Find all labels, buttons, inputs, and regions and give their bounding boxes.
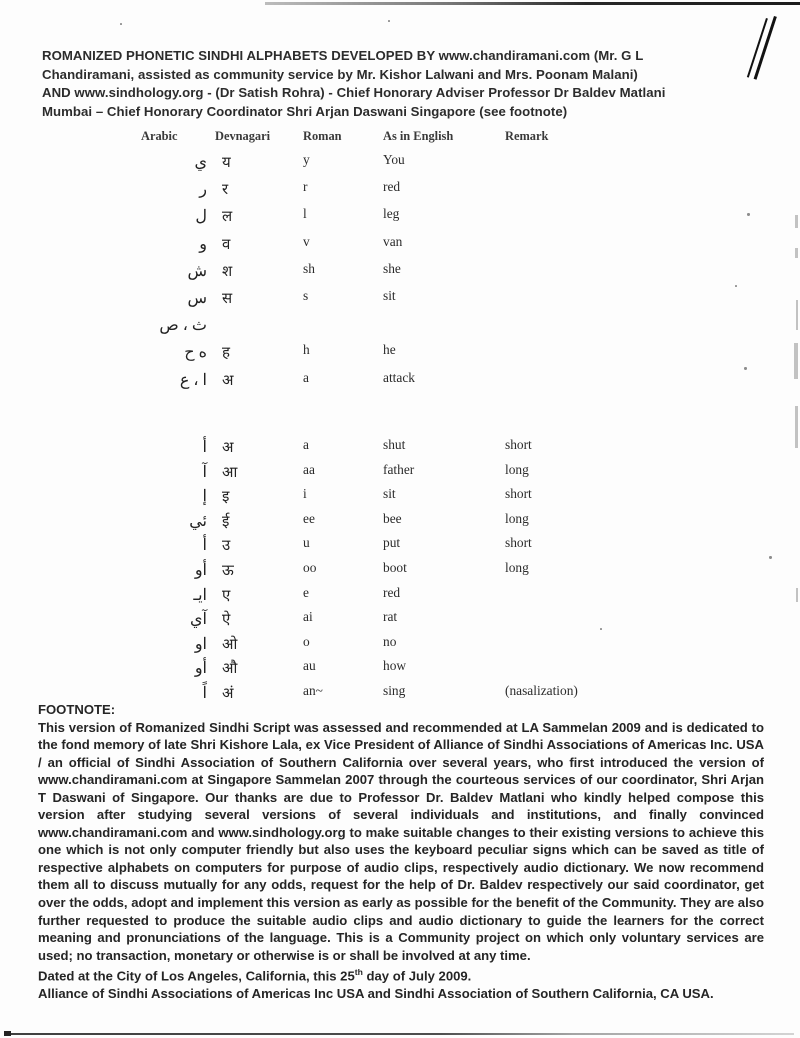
cell-devnagari: अ — [222, 372, 234, 389]
table-row — [0, 342, 800, 369]
cell-arabic: ايـ — [193, 586, 207, 604]
cell-roman: ai — [303, 609, 313, 625]
cell-arabic: ل — [195, 208, 207, 226]
cell-devnagari: अ — [222, 440, 234, 456]
dated-suffix: day of July 2009. — [362, 968, 472, 984]
cell-as-in-english: put — [383, 535, 401, 551]
cell-devnagari: व — [222, 236, 231, 253]
cell-arabic: ث ، ص — [159, 317, 207, 335]
cell-devnagari: ए — [222, 587, 231, 604]
cell-devnagari: आ — [222, 464, 238, 481]
table-row — [0, 486, 800, 513]
cell-roman: a — [303, 437, 309, 452]
cell-arabic: أ — [202, 537, 207, 555]
cell-as-in-english: red — [383, 584, 401, 600]
cell-devnagari: ओ — [222, 636, 238, 653]
cell-devnagari: उ — [222, 538, 231, 555]
cell-devnagari: ह — [222, 345, 230, 362]
cell-roman: u — [303, 535, 310, 551]
table-row — [0, 560, 800, 587]
table-row — [0, 179, 800, 206]
cell-as-in-english: attack — [383, 369, 415, 385]
cell-roman: i — [303, 486, 307, 502]
cell-as-in-english: red — [383, 179, 401, 195]
table-row — [0, 234, 800, 261]
cell-as-in-english: rat — [383, 609, 398, 625]
cell-arabic: ا ، ع — [179, 371, 207, 389]
cell-remark: short — [505, 535, 532, 551]
cell-roman: r — [303, 179, 308, 195]
table-row — [0, 288, 800, 315]
cell-devnagari: इ — [222, 489, 230, 506]
cell-roman: l — [303, 206, 307, 222]
cell-arabic: آ — [202, 463, 207, 481]
table-row — [0, 261, 800, 288]
table-row — [0, 535, 800, 562]
cell-arabic: أ — [202, 439, 207, 456]
dated-prefix: Dated at the City of Los Angeles, California, this 25 — [38, 968, 355, 984]
footnote-title: FOOTNOTE: — [38, 702, 116, 717]
cell-arabic: ش — [187, 262, 207, 280]
header-line-4: Mumbai – Chief Honorary Coordinator Shri Arjan Daswani Singapore (see footnote) — [42, 103, 568, 119]
cell-roman: ee — [303, 510, 315, 526]
cell-arabic: أو — [194, 660, 207, 678]
cell-roman: o — [303, 633, 310, 649]
header-line-1: ROMANIZED PHONETIC SINDHI ALPHABETS DEVELOPED BY www.chandiramani.com (Mr. G L — [42, 48, 644, 63]
cell-as-in-english: boot — [383, 560, 407, 575]
cell-as-in-english: leg — [383, 206, 400, 222]
table-row — [0, 462, 800, 489]
cell-as-in-english: sit — [383, 486, 396, 502]
cell-roman: y — [303, 152, 310, 167]
cell-devnagari: अं — [222, 686, 234, 702]
table-row — [0, 634, 800, 661]
table-row — [0, 437, 800, 464]
cell-as-in-english: father — [383, 461, 415, 477]
footnote-body: This version of Romanized Sindhi Script was assessed and recommended at LA Sammelan 2009 and is dedicated to the fond memory of late Shri Kishore Lala, ex Vice President of Alliance of Sindhi Associations of Americas Inc. USA / an official of Sindhi Association of Southern California over several years, who first introduced the version of www.chandiramani.com at Singapore Sammelan 2007 through the courteous services of our coordinator, Shri Arjan T Daswani of Singapore. Our thanks are due to Professor Dr. Baldev Matlani who kindly helped compose this version after studying several versions of several individuals and institutions, and finally convinced www.chandiramani.com and www.sindhology.org to make suitable changes to their existing versions to achieve this one which is not only computer friendly but also uses the keyboard peculiar signs which can be saved as title of respective alphabets on computers for purpose of audio clips, respectively audio dictionary. We now recommend them all to discuss mutually for any odds, request for the help of Dr. Baldev respectively our said coordinator, get over the odds, adopt and implement this version as early as possible for the benefit of the Community. They are also further requested to produce the suitable audio clips and audio dictionary to guide the learners for the correct meaning and pronunciations of the language. This is a Community project on which only voluntary services are used; no transaction, monetary or otherwise is or shall be involved at any time. — [38, 719, 764, 963]
table-row — [0, 658, 800, 685]
table-row — [0, 370, 800, 397]
cell-as-in-english: he — [383, 342, 396, 358]
cell-roman: au — [303, 658, 316, 674]
column-header-arabic: Arabic — [141, 129, 178, 143]
cell-arabic: س — [187, 290, 207, 307]
cell-arabic: أو — [194, 562, 207, 579]
table-row — [0, 511, 800, 538]
cell-roman: an~ — [303, 683, 323, 698]
cell-roman: sh — [303, 260, 315, 276]
cell-devnagari: ऐ — [222, 612, 231, 629]
cell-as-in-english: sing — [383, 683, 406, 698]
cell-remark: (nasalization) — [505, 683, 578, 698]
cell-as-in-english: she — [383, 260, 401, 276]
cell-roman: a — [303, 369, 309, 385]
cell-roman: v — [303, 233, 310, 249]
cell-as-in-english: bee — [383, 510, 402, 526]
cell-remark: long — [505, 461, 529, 477]
table-row — [0, 152, 800, 179]
table-row — [0, 206, 800, 233]
cell-devnagari: औ — [222, 661, 238, 678]
cell-devnagari: य — [222, 155, 231, 171]
cell-roman: oo — [303, 560, 317, 575]
column-header-remark: Remark — [505, 129, 549, 143]
cell-arabic: اً — [202, 685, 207, 702]
column-header-roman: Roman — [303, 129, 342, 143]
cell-remark: long — [505, 510, 529, 526]
table-row — [0, 315, 800, 342]
cell-devnagari: ऊ — [222, 563, 234, 579]
table-row — [0, 609, 800, 636]
cell-as-in-english: shut — [383, 437, 406, 452]
cell-devnagari: ई — [222, 513, 230, 530]
dated-superscript: th — [354, 967, 363, 978]
table-row — [0, 585, 800, 612]
cell-remark: short — [505, 486, 532, 502]
cell-arabic: ه ح — [184, 344, 207, 362]
cell-roman: aa — [303, 461, 315, 477]
cell-arabic: ئي — [189, 512, 207, 530]
cell-arabic: ر — [199, 181, 207, 199]
header-line-3: AND www.sindhology.org - (Dr Satish Rohra) - Chief Honorary Adviser Professor Dr Baldev Matlani — [42, 85, 666, 101]
cell-arabic: إ — [202, 488, 207, 506]
cell-arabic: ي — [194, 154, 207, 171]
cell-as-in-english: van — [383, 233, 403, 249]
cell-arabic: او — [194, 635, 207, 653]
header-line-2: Chandiramani, assisted as community service by Mr. Kishor Lalwani and Mrs. Poonam Malani) — [42, 66, 638, 82]
cell-devnagari: ल — [222, 209, 233, 226]
cell-roman: s — [303, 288, 309, 303]
cell-remark: short — [505, 437, 532, 452]
cell-as-in-english: how — [383, 658, 407, 674]
footnote-signature: Alliance of Sindhi Associations of Americas Inc USA and Sindhi Association of Southern California, CA USA. — [38, 986, 714, 1002]
cell-arabic: و — [199, 235, 207, 253]
cell-roman: h — [303, 342, 310, 358]
column-header-devnagari: Devnagari — [215, 129, 271, 143]
cell-as-in-english: sit — [383, 288, 396, 303]
footnote-dated-line — [38, 964, 764, 985]
column-header-as-in-english: As in English — [383, 129, 454, 143]
cell-devnagari: स — [222, 291, 233, 307]
cell-roman: e — [303, 584, 309, 600]
cell-arabic: آي — [190, 611, 207, 629]
cell-remark: long — [505, 560, 529, 575]
cell-devnagari: श — [222, 263, 233, 280]
footnote-section — [38, 701, 764, 1003]
cell-as-in-english: no — [383, 633, 397, 649]
cell-as-in-english: You — [383, 152, 405, 167]
cell-devnagari: र — [222, 182, 229, 199]
